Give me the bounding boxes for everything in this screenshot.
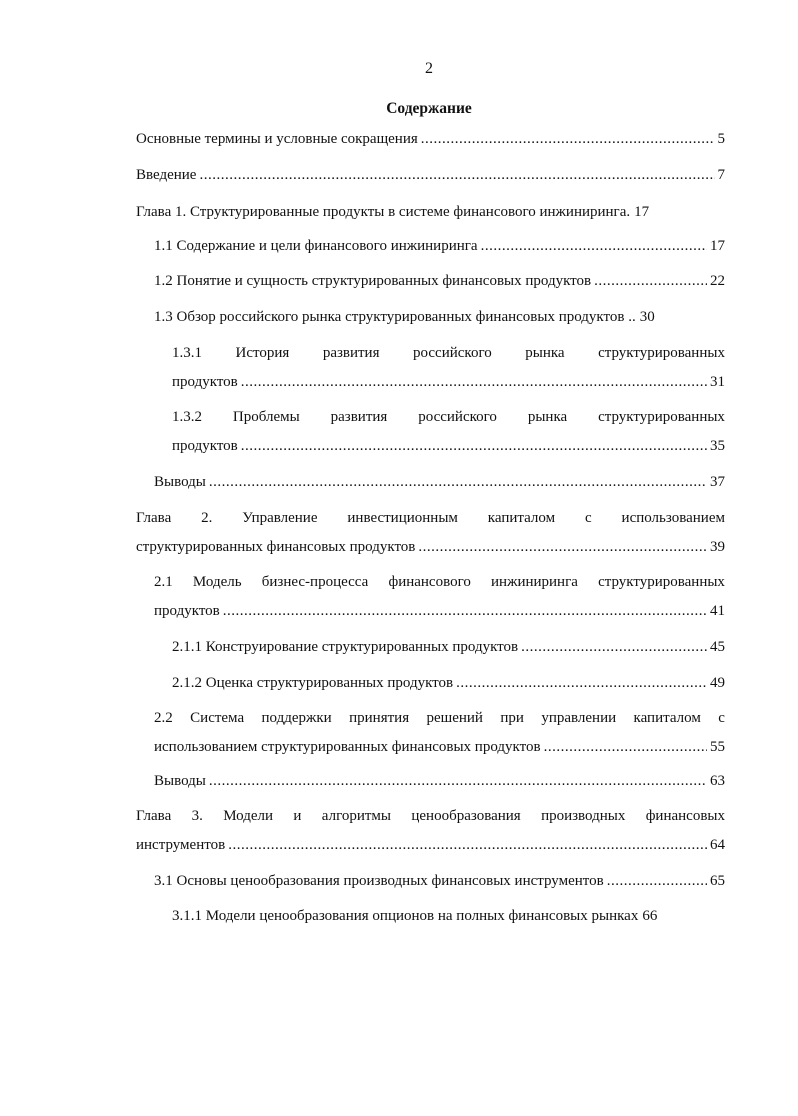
toc-leader-dots xyxy=(544,737,707,757)
toc-word: развития xyxy=(322,345,380,361)
toc-page-number: 66 xyxy=(642,908,658,924)
toc-word: Система xyxy=(190,710,245,726)
toc-leader-dots xyxy=(607,871,707,891)
toc-entry-label: Введение xyxy=(136,167,197,183)
toc-leader-dots xyxy=(241,436,707,456)
toc-word: управлении xyxy=(541,710,617,726)
toc-entry-label: продуктов xyxy=(154,603,220,619)
toc-page-number: 49 xyxy=(710,675,725,691)
toc-word: 1.3.1 xyxy=(172,345,202,361)
toc-word: с xyxy=(718,710,725,726)
toc-word: капиталом xyxy=(487,510,556,526)
toc-entry-label-line xyxy=(154,708,725,728)
toc-word: поддержки xyxy=(261,710,332,726)
toc-word: рынка xyxy=(525,345,565,361)
toc-word: Глава xyxy=(136,808,172,824)
toc-entry-section-1-2[interactable] xyxy=(154,271,725,291)
toc-page-number: 5 xyxy=(717,131,725,147)
toc-word: российского xyxy=(413,345,492,361)
toc-entry-chapter-1[interactable] xyxy=(136,202,725,222)
toc-word: решений xyxy=(426,710,483,726)
page-title: Содержание xyxy=(386,100,472,117)
toc-word: История xyxy=(235,345,290,361)
toc-page-number: 17 xyxy=(634,204,650,220)
toc-word: Управление xyxy=(242,510,318,526)
page-number: 2 xyxy=(425,60,433,77)
toc-leader-dots xyxy=(521,637,707,657)
toc-leader-dots xyxy=(241,372,707,392)
toc-word: ценообразования xyxy=(411,808,521,824)
toc-entry-label: Выводы xyxy=(154,773,206,789)
toc-entry-continuation xyxy=(172,372,725,392)
toc-entry-label: 1.3 Обзор российского рынка структурированных финансовых продуктов .. xyxy=(154,309,636,325)
toc-entry-label: инструментов xyxy=(136,837,226,853)
toc-entry-label: 2.1.1 Конструирование структурированных продуктов xyxy=(172,639,519,655)
toc-entry-label: 2.1.2 Оценка структурированных продуктов xyxy=(172,675,454,691)
toc-word: при xyxy=(500,710,524,726)
toc-word: финансового xyxy=(388,574,471,590)
toc-leader-dots xyxy=(228,835,707,855)
toc-word: 2.2 xyxy=(154,710,173,726)
toc-page-number: 35 xyxy=(710,438,725,454)
toc-word: 1.3.2 xyxy=(172,409,202,425)
toc-entry-continuation xyxy=(154,737,725,757)
toc-entry-label: структурированных финансовых продуктов xyxy=(136,539,416,555)
toc-word: 3. xyxy=(191,808,203,824)
toc-page-number: 65 xyxy=(710,873,725,889)
toc-word: 2.1 xyxy=(154,574,173,590)
toc-entry-label-line xyxy=(154,572,725,592)
toc-entry-introduction[interactable] xyxy=(136,165,725,185)
toc-leader-dots xyxy=(209,771,707,791)
toc-word: 2. xyxy=(201,510,213,526)
toc-page-number: 55 xyxy=(710,739,725,755)
toc-entry-label: использованием структурированных финансовых продуктов xyxy=(154,739,541,755)
toc-leader-dots xyxy=(223,601,707,621)
toc-page-number: 30 xyxy=(639,309,655,325)
toc-entry-label: 1.1 Содержание и цели финансового инжиниринга xyxy=(154,238,478,254)
toc-word: бизнес-процесса xyxy=(261,574,369,590)
toc-page-number: 31 xyxy=(710,374,725,390)
toc-word: с xyxy=(584,510,592,526)
toc-entry-section-3-1[interactable] xyxy=(154,871,725,891)
toc-page-number: 45 xyxy=(710,639,725,655)
toc-word: Проблемы xyxy=(232,409,300,425)
toc-word: российского xyxy=(418,409,497,425)
toc-entry-continuation xyxy=(136,835,725,855)
toc-word: развития xyxy=(330,409,388,425)
toc-leader-dots xyxy=(456,673,707,693)
toc-word: финансовых xyxy=(645,808,725,824)
toc-entry-conclusions-1[interactable] xyxy=(154,472,725,492)
toc-word: производных xyxy=(541,808,626,824)
toc-word: алгоритмы xyxy=(321,808,392,824)
toc-page-number: 22 xyxy=(710,273,725,289)
toc-entry-continuation xyxy=(154,601,725,621)
toc-entry-section-1-3[interactable] xyxy=(154,307,725,327)
toc-leader-dots xyxy=(418,537,707,557)
toc-entry-label: Основные термины и условные сокращения xyxy=(136,131,418,147)
toc-word: рынка xyxy=(527,409,568,425)
toc-word: принятия xyxy=(349,710,410,726)
toc-leader-dots xyxy=(199,165,714,185)
toc-entry-subsection-2-1-2[interactable] xyxy=(172,673,725,693)
toc-leader-dots xyxy=(421,129,715,149)
toc-entry-conclusions-2[interactable] xyxy=(154,771,725,791)
toc-entry-label: продуктов xyxy=(172,374,238,390)
toc-word: использованием xyxy=(621,510,725,526)
toc-entry-label-line xyxy=(136,806,725,826)
toc-entry-label-line xyxy=(172,407,725,427)
toc-entry-terms[interactable] xyxy=(136,129,725,149)
toc-page-number: 17 xyxy=(710,238,725,254)
toc-leader-dots xyxy=(209,472,707,492)
toc-entry-subsection-3-1-1[interactable] xyxy=(172,906,725,926)
toc-entry-label: продуктов xyxy=(172,438,238,454)
toc-word: Модели xyxy=(223,808,274,824)
toc-entry-label: Выводы xyxy=(154,474,206,490)
toc-word: инжиниринга xyxy=(491,574,578,590)
toc-entry-continuation xyxy=(172,436,725,456)
toc-word: структурированных xyxy=(598,345,725,361)
toc-word: Глава xyxy=(136,510,172,526)
toc-word: инвестиционным xyxy=(347,510,458,526)
toc-word: капиталом xyxy=(633,710,701,726)
toc-word: структурированных xyxy=(598,409,725,425)
toc-page-number: 7 xyxy=(717,167,725,183)
toc-entry-label-line xyxy=(136,508,725,528)
toc-entry-label: 1.2 Понятие и сущность структурированных финансовых продуктов xyxy=(154,273,592,289)
toc-word: структурированных xyxy=(598,574,725,590)
toc-entry-label: 3.1 Основы ценообразования производных финансовых инструментов xyxy=(154,873,604,889)
toc-page-number: 37 xyxy=(710,474,725,490)
toc-entry-label: Глава 1. Структурированные продукты в системе финансового инжиниринга. xyxy=(136,204,631,220)
toc-entry-subsection-2-1-1[interactable] xyxy=(172,637,725,657)
toc-word: и xyxy=(293,808,302,824)
toc-entry-section-1-1[interactable] xyxy=(154,236,725,256)
toc-page-number: 39 xyxy=(710,539,725,555)
toc-page-number: 41 xyxy=(710,603,725,619)
toc-entry-continuation xyxy=(136,537,725,557)
toc-word: Модель xyxy=(192,574,242,590)
toc-leader-dots xyxy=(594,271,707,291)
toc-page-number: 63 xyxy=(710,773,725,789)
toc-page-number: 64 xyxy=(710,837,725,853)
toc-entry-label: 3.1.1 Модели ценообразования опционов на полных финансовых рынках xyxy=(172,908,639,924)
toc-leader-dots xyxy=(481,236,707,256)
toc-entry-label-line xyxy=(172,343,725,363)
